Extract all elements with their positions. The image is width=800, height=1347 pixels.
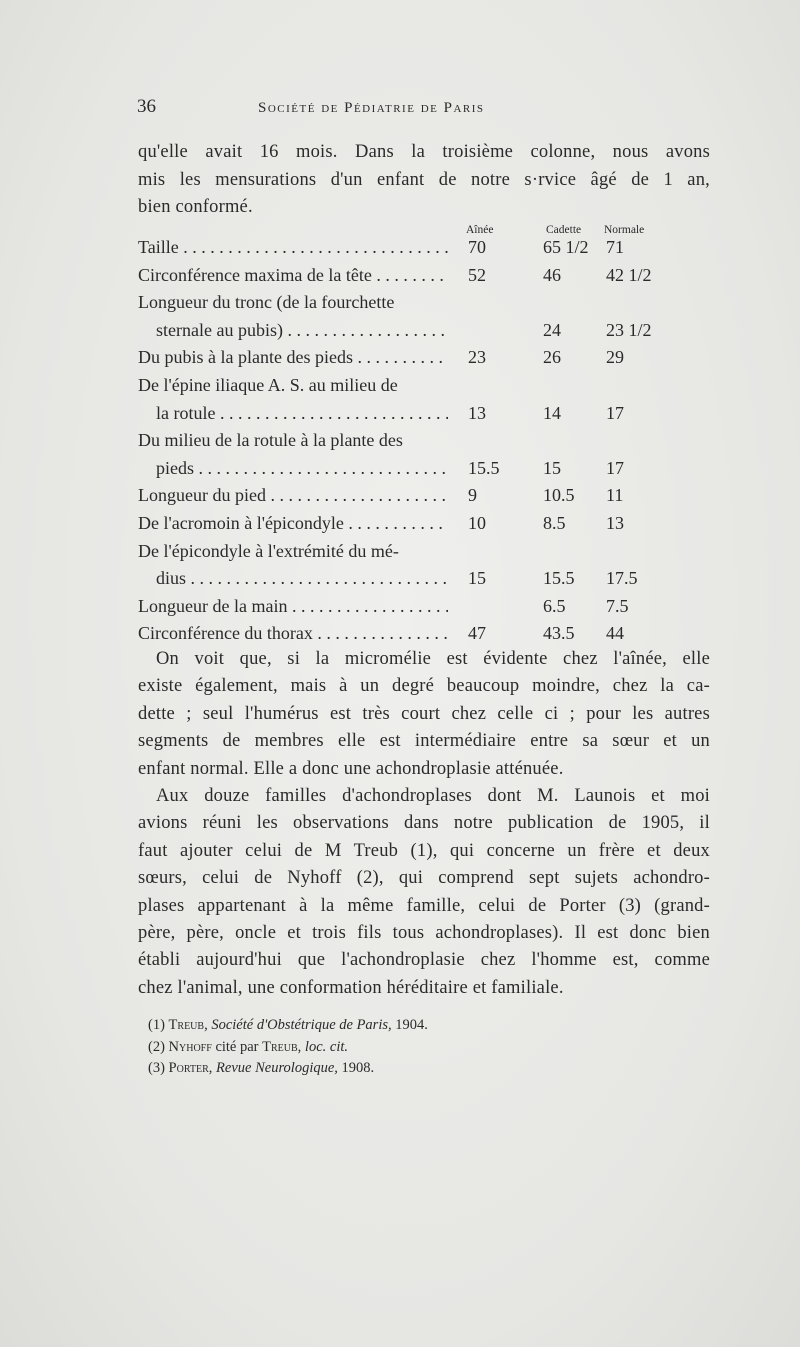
row-label: De l'épine iliaque A. S. au milieu de [138,375,398,395]
table-row [138,374,738,396]
text-line: établi aujourd'hui que l'achondroplasie chez l'homme est, comme [138,950,710,971]
row-label: la rotule . . . [156,402,448,424]
cell-normale: 13 [606,513,624,533]
cell-normale: 71 [606,237,624,257]
text-line: faut ajouter celui de M Treub (1), qui concerne un frère et deux [138,840,710,861]
footnote-number: (2) [148,1039,165,1055]
cell-normale: 7.5 [606,595,629,616]
row-label: Du milieu de la rotule à la plante des [138,430,403,451]
table-row [138,236,738,258]
row-label: De l'épicondyle à l'extrémité du mé- [138,540,399,561]
text-line: Aux douze familles d'achondroplases dont M. Launois et moi [156,786,710,806]
text-line: mis les mensurations d'un enfant de notre s·rvice âgé de 1 an, [138,170,710,190]
text-line: segments de membres elle est intermédiaire entre sa sœur et un [138,731,710,752]
table-row [138,567,738,589]
text-line: père, père, oncle et trois fils tous achondroplases). Il est donc bien [138,923,710,943]
text-line: qu'elle avait 16 mois. Dans la troisième colonne, nous avons [138,142,710,162]
cell-normale: 17 [606,402,624,423]
row-label: Circonférence du thorax . . . [138,622,448,644]
text-line: plases appartenant à la même famille, celui de Porter (3) (grand- [138,895,710,916]
cell-cadette: 65 1/2 [543,237,589,257]
footnote-title: Revue Neurologique, [216,1060,338,1076]
cell-cadette: 24 [543,319,561,340]
footnote-year: 1908. [341,1060,375,1076]
footnote-author: Treub, [262,1039,302,1055]
table-row [138,512,738,534]
cell-ainee: 15 [468,568,486,589]
text-line: enfant normal. Elle a donc une achondroplasie atténuée. [138,758,564,779]
cell-ainee: 10 [468,513,486,533]
cell-ainee: 52 [468,264,486,285]
cell-cadette: 15 [543,457,561,478]
text-line: dette ; seul l'humérus est très court chez celle ci ; pour les autres [138,703,710,724]
table-row [138,622,738,644]
cell-normale: 42 1/2 [606,264,652,285]
page-number: 36 [137,96,156,117]
row-label: Taille . . . [138,236,448,258]
cell-ainee: 13 [468,402,486,423]
text-line: On voit que, si la micromélie est évidente chez l'aînée, elle [156,649,710,669]
row-label: sternale au pubis) . . . [156,319,448,341]
footnote-author: Nyhoff [168,1039,212,1055]
footnote-author: Treub, [168,1017,208,1033]
footnote-3 [148,1059,374,1077]
footnote-title: Société d'Obstétrique de Paris, [211,1017,392,1033]
row-label: dius . . . [156,567,448,589]
cell-normale: 29 [606,347,624,368]
cell-normale: 23 1/2 [606,319,652,340]
table-row [138,429,738,451]
cell-normale: 17.5 [606,568,638,589]
text-line: chez l'animal, une conformation héréditaire et familiale. [138,977,564,998]
column-header-normale: Normale [604,224,645,236]
text-line: bien conformé. [138,197,253,217]
column-header-ainee: Aînée [466,224,494,236]
row-label: Longueur du tronc (de la fourchette [138,292,395,313]
table-row [138,346,738,368]
footnote-year: 1904. [395,1017,428,1033]
cell-ainee: 70 [468,237,486,257]
cell-ainee: 47 [468,623,486,644]
row-label: pieds . . . [156,457,448,479]
cell-normale: 17 [606,457,624,478]
text-line: avions réuni les observations dans notre publication de 1905, il [138,813,710,834]
footnote-1 [148,1016,428,1034]
running-title: Société de Pédiatrie de Paris [258,100,485,116]
row-label: Longueur du pied . . . [138,484,448,506]
column-header-cadette: Cadette [546,224,582,236]
table-row [138,264,738,286]
text-line: existe également, mais à un degré beaucoup moindre, chez la ca- [138,676,710,697]
cell-cadette: 6.5 [543,595,566,616]
cell-cadette: 43.5 [543,623,575,644]
cell-cadette: 10.5 [543,485,575,506]
footnote-text: cité par [215,1039,259,1055]
cell-cadette: 26 [543,347,561,368]
row-label: Longueur de la main . . . [138,595,448,617]
table-row [138,291,738,313]
table-row [138,319,738,341]
footnote-title: loc. cit. [304,1039,349,1055]
footnote-number: (3) [148,1060,165,1076]
row-label: Du pubis à la plante des pieds . . . [138,346,448,368]
row-label: Circonférence maxima de la tête . . . [138,264,448,286]
table-row [138,595,738,617]
cell-cadette: 46 [543,264,561,285]
table-row [138,402,738,424]
footnote-number: (1) [148,1017,165,1033]
row-label: De l'acromoin à l'épicondyle . . . [138,512,448,534]
cell-normale: 44 [606,623,624,644]
text-line: sœurs, celui de Nyhoff (2), qui comprend sept sujets achondro- [138,868,710,889]
cell-cadette: 15.5 [543,568,575,589]
cell-ainee: 23 [468,347,486,368]
cell-cadette: 8.5 [543,513,566,533]
table-row [138,540,738,562]
cell-cadette: 14 [543,402,561,423]
table-row [138,484,738,506]
cell-ainee: 9 [468,485,477,506]
cell-normale: 11 [606,485,624,506]
footnote-2 [148,1038,348,1056]
cell-ainee: 15.5 [468,457,500,478]
footnote-author: Porter, [168,1060,213,1076]
table-row [138,457,738,479]
